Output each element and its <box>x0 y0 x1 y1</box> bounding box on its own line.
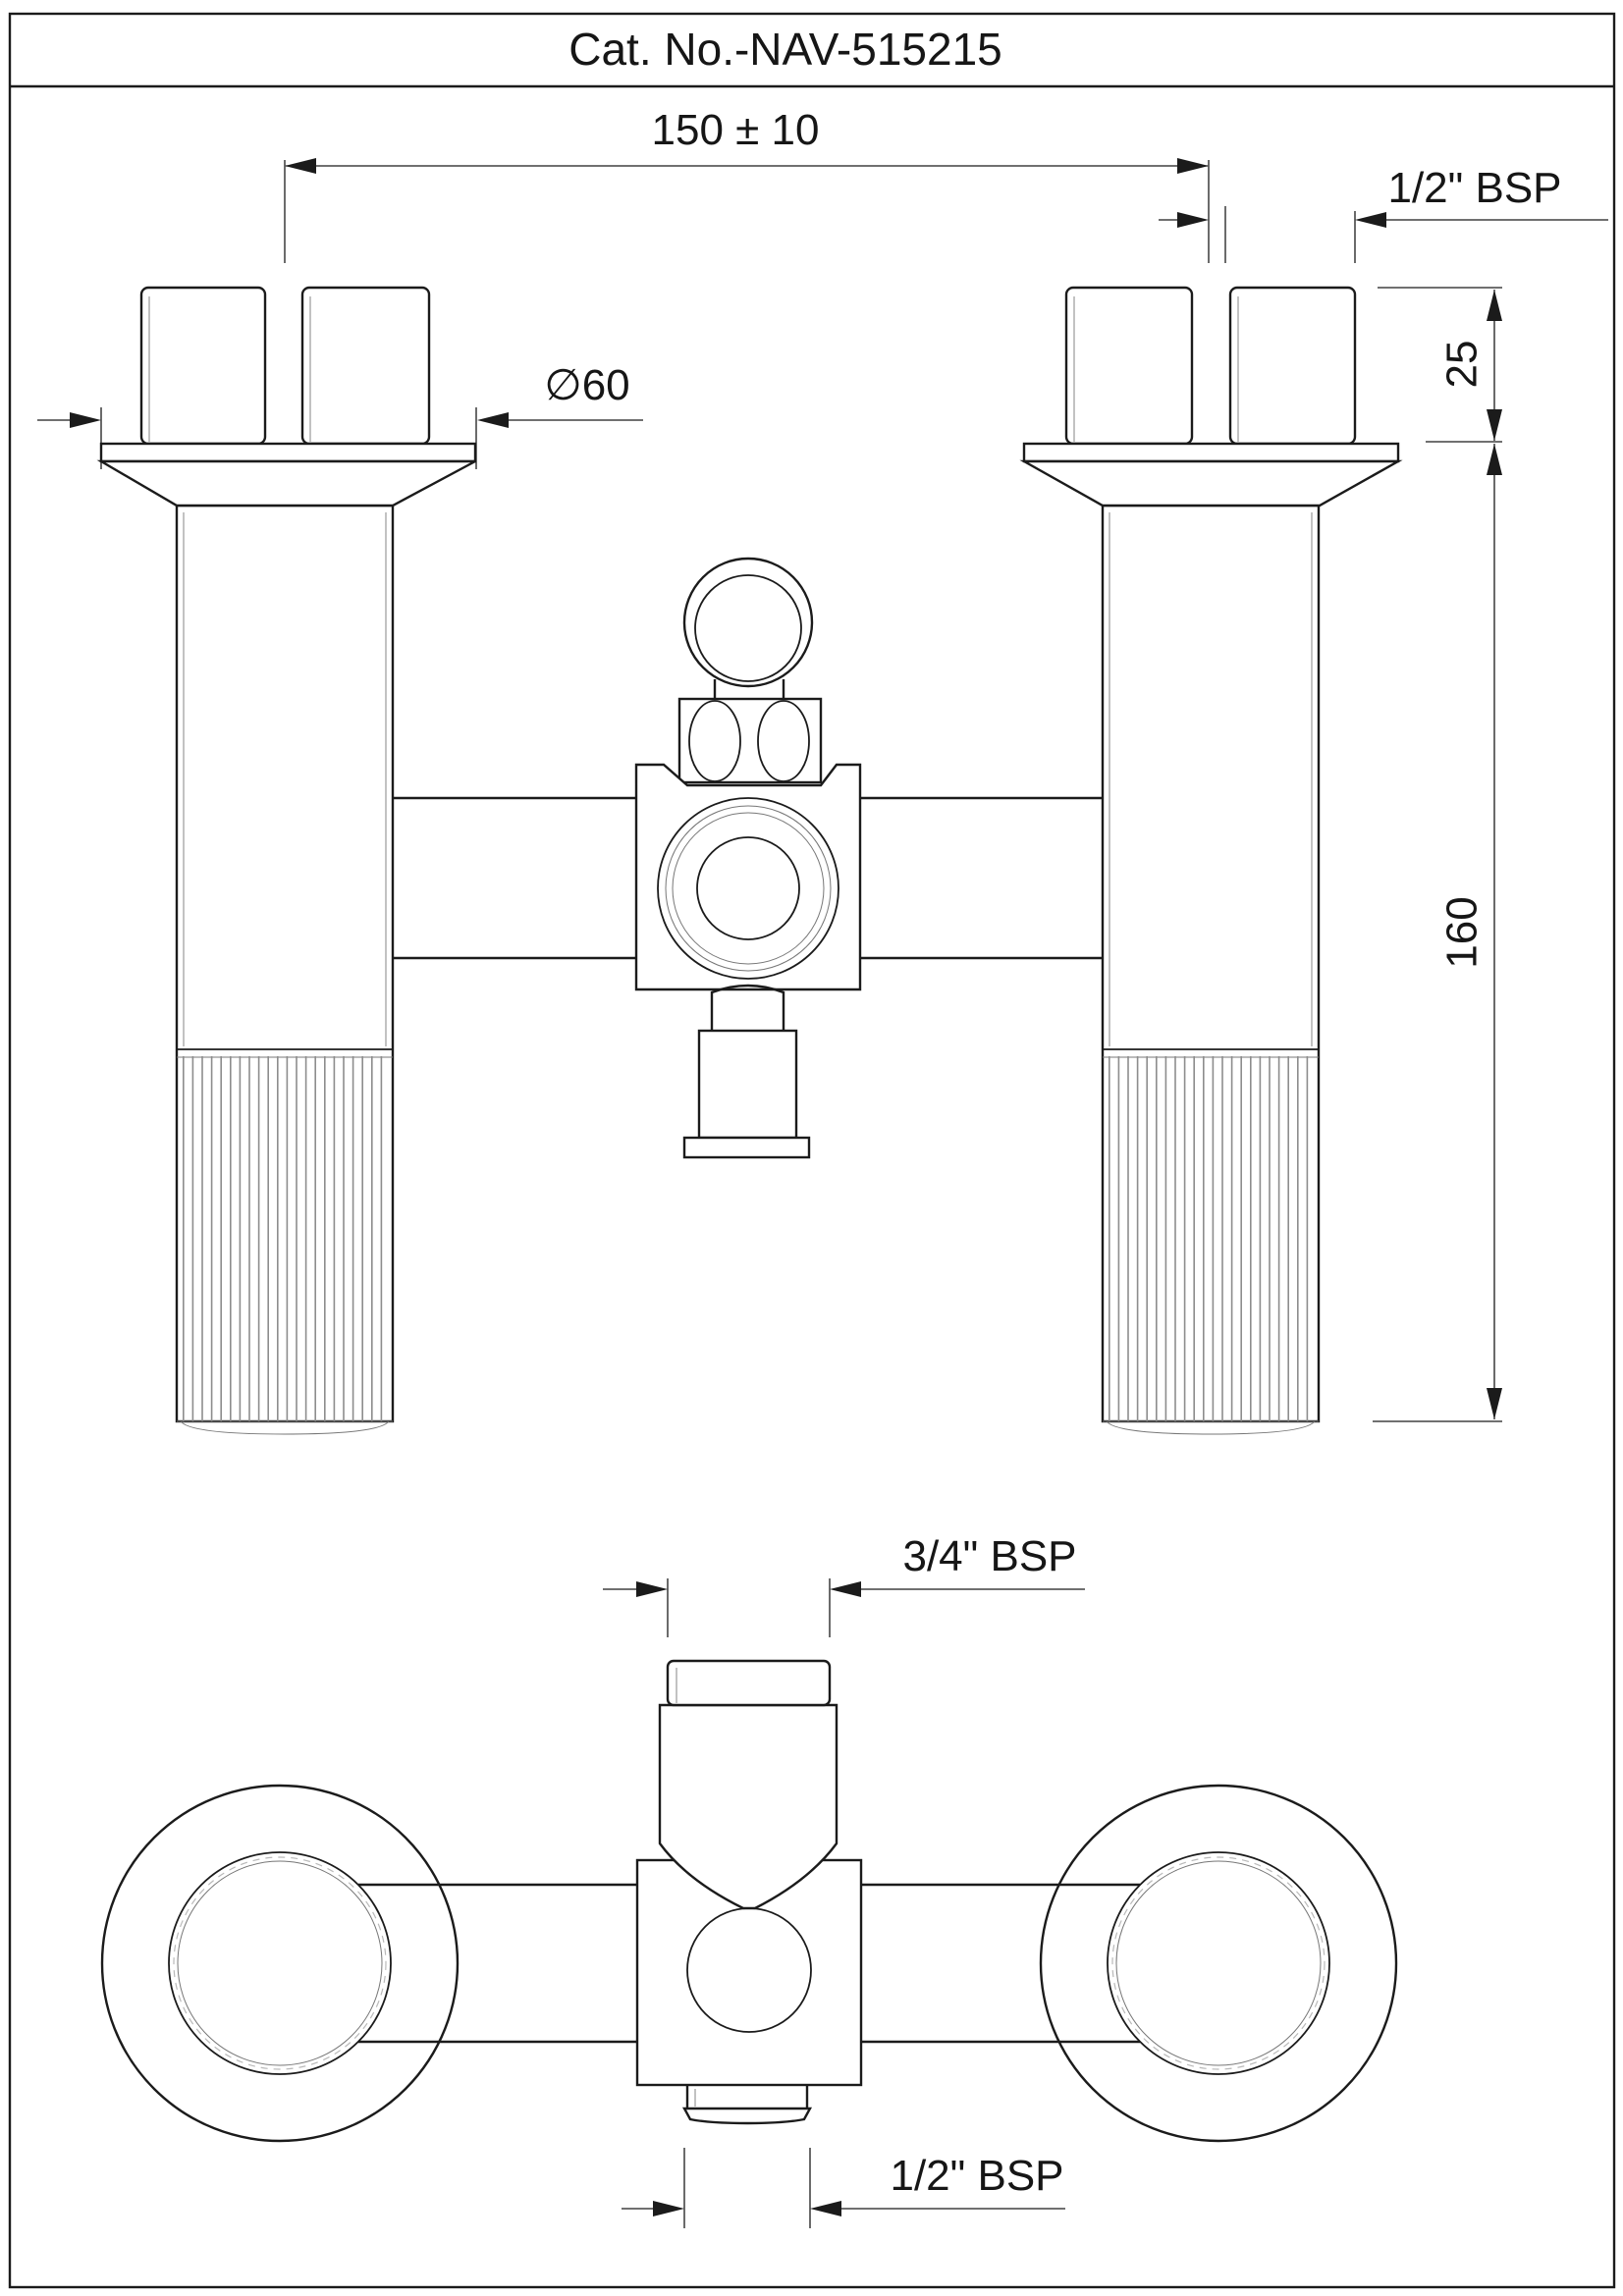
front-elevation-view <box>37 106 1608 1434</box>
plan-outlet-neck <box>687 2085 807 2109</box>
right-leg-cap <box>1107 1421 1315 1434</box>
dim-wall-projection <box>1378 288 1502 442</box>
left-inlet-nipple-b <box>302 288 429 444</box>
dim-flange-diameter-label: ∅60 <box>544 361 630 409</box>
right-inlet-nipple-b <box>1230 288 1355 444</box>
dim-wall-projection-label: 25 <box>1437 340 1487 389</box>
shower-ring-outer <box>684 559 812 686</box>
dim-center-distance <box>285 106 1209 263</box>
right-leg <box>1103 506 1319 1421</box>
dim-shower-port <box>603 1532 1085 1637</box>
right-flange-plate <box>1024 444 1398 461</box>
left-leg-cap <box>181 1421 389 1434</box>
right-inlet-nipple-a <box>1066 288 1192 444</box>
dim-outlet-port <box>622 2148 1065 2228</box>
dim-outlet-port-label: 1/2" BSP <box>890 2152 1064 2200</box>
plan-left-flange-outer <box>102 1786 458 2141</box>
spout-flange <box>684 1138 809 1157</box>
spout-neck <box>712 986 784 1031</box>
plan-right-flange-outer <box>1041 1786 1396 2141</box>
dim-body-height <box>1373 444 1502 1421</box>
right-flange-taper <box>1024 461 1398 506</box>
left-flange-plate <box>101 444 475 461</box>
plan-shower-port <box>668 1661 830 1705</box>
dim-body-height-label: 160 <box>1437 896 1487 969</box>
dim-center-distance-label: 150 ± 10 <box>651 106 820 154</box>
dim-inlet-thread <box>1159 164 1608 263</box>
plan-view <box>102 1532 1396 2228</box>
spout-body <box>699 1031 796 1138</box>
left-inlet-nipple-a <box>141 288 265 444</box>
diverter-plate <box>679 699 821 782</box>
plan-outlet-lip <box>684 2109 810 2123</box>
dim-inlet-thread-label: 1/2" BSP <box>1387 164 1562 212</box>
left-flange-taper <box>101 461 475 506</box>
dim-shower-port-label: 3/4" BSP <box>902 1532 1077 1580</box>
left-leg <box>177 506 393 1421</box>
drawing-title: Cat. No.-NAV-515215 <box>568 24 1002 75</box>
